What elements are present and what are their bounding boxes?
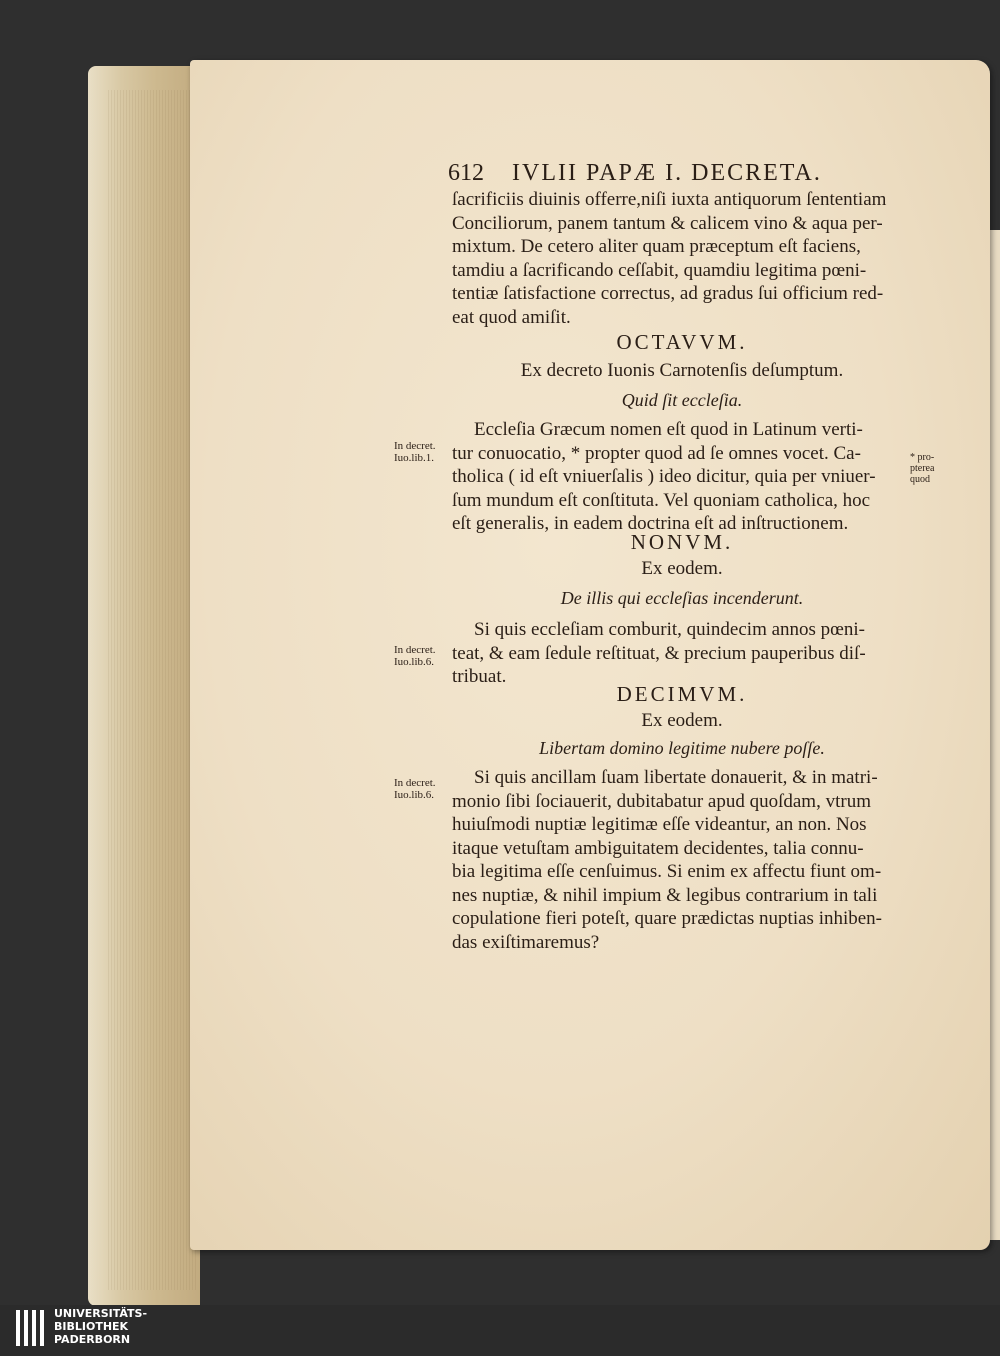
margin-note-decimum: In decret. Iuo.lib.6. [394, 777, 436, 801]
section-rubric-octavum: Quid ſit eccleſia. [621, 390, 743, 410]
text-line: ſum mundum eſt conſtituta. Vel quoniam catholica, hoc [452, 489, 871, 511]
section-source-octavum: Ex decreto Iuonis Carnotenſis deſumptum. [520, 360, 844, 381]
section-source-decimum: Ex eodem. [641, 710, 723, 731]
text-line: tribuat. [452, 666, 507, 687]
logo-line: UNIVERSITÄTS- [54, 1307, 148, 1320]
section-heading-nonum: NONVM. [630, 530, 734, 554]
running-title: IVLII PAPÆ I. DECRETA. [512, 160, 822, 186]
library-logo-text [54, 1307, 147, 1346]
page-edge-texture [108, 90, 196, 1290]
text-line: teat, & eam ſedule reſtituat, & precium pauperibus diſ- [452, 642, 866, 664]
text-line: Si quis eccleſiam comburit, quindecim annos pœni- [474, 619, 866, 640]
logo-line: BIBLIOTHEK [54, 1320, 129, 1333]
text-line: mixtum. De cetero aliter quam præceptum eſt faciens, [452, 236, 861, 257]
text-line: tamdiu a ſacrificando ceſſabit, quamdiu legitima pœni- [452, 259, 867, 281]
margin-note-right: * pro- pterea quod [910, 452, 935, 485]
section-body-nonum [452, 618, 912, 689]
text-line: Conciliorum, panem tantum & calicem vino & aqua per- [452, 212, 883, 234]
text-line: monio ſibi ſociauerit, dubitabatur apud quoſdam, vtrum [452, 790, 871, 812]
text-line: Si quis ancillam ſuam libertate donauerit, & in matri- [474, 767, 878, 788]
text-line: bia legitima eſſe cenſuimus. Si enim ex affectu fiunt om- [452, 861, 882, 882]
text-line: das exiſtimaremus? [452, 931, 600, 953]
section-heading-octavum: OCTAVVM. [616, 330, 748, 354]
text-line: tholica ( id eſt vniuerſalis ) ideo dicitur, quia per vniuer- [452, 466, 876, 487]
margin-note-octavum: In decret. Iuo.lib.1. [394, 440, 436, 464]
footer-bar [0, 1305, 1000, 1356]
section-body-octavum [452, 418, 912, 536]
intro-paragraph [452, 188, 912, 329]
text-line: tentiæ ſatisfactione correctus, ad gradus ſui officium red- [452, 283, 884, 304]
library-logo-icon [14, 1308, 50, 1348]
section-rubric-nonum: De illis qui eccleſias incenderunt. [560, 588, 804, 608]
text-line: Eccleſia Græcum nomen eſt quod in Latinum verti- [474, 419, 863, 440]
text-line: nes nuptiæ, & nihil impium & legibus contrarium in tali [452, 884, 878, 906]
text-line: itaque vetuſtam ambiguitatem decidentes, talia connu- [452, 837, 864, 859]
text-line: eſt generalis, in eadem doctrina eſt ad inſtructionem. [452, 513, 849, 534]
section-heading-decimum: DECIMVM. [616, 682, 748, 706]
text-line: ſacrificiis diuinis offerre,niſi iuxta antiquorum ſententiam [452, 189, 887, 210]
text-line: copulatione fieri poteſt, quare prædictas nuptias inhiben- [452, 908, 883, 929]
margin-note-nonum: In decret. Iuo.lib.6. [394, 644, 436, 668]
running-header [448, 160, 822, 187]
text-line: huiuſmodi nuptiæ legitimæ eſſe videantur, an non. Nos [452, 814, 867, 835]
logo-line: PADERBORN [54, 1333, 131, 1346]
text-line: tur conuocatio, * propter quod ad ſe omnes vocet. Ca- [452, 442, 861, 464]
section-source-nonum: Ex eodem. [641, 558, 723, 579]
text-line: eat quod amiſit. [452, 306, 571, 328]
section-body-decimum [452, 766, 912, 954]
page-number: 612 [448, 160, 484, 186]
section-rubric-decimum: Libertam domino legitime nubere poſſe. [539, 738, 825, 758]
